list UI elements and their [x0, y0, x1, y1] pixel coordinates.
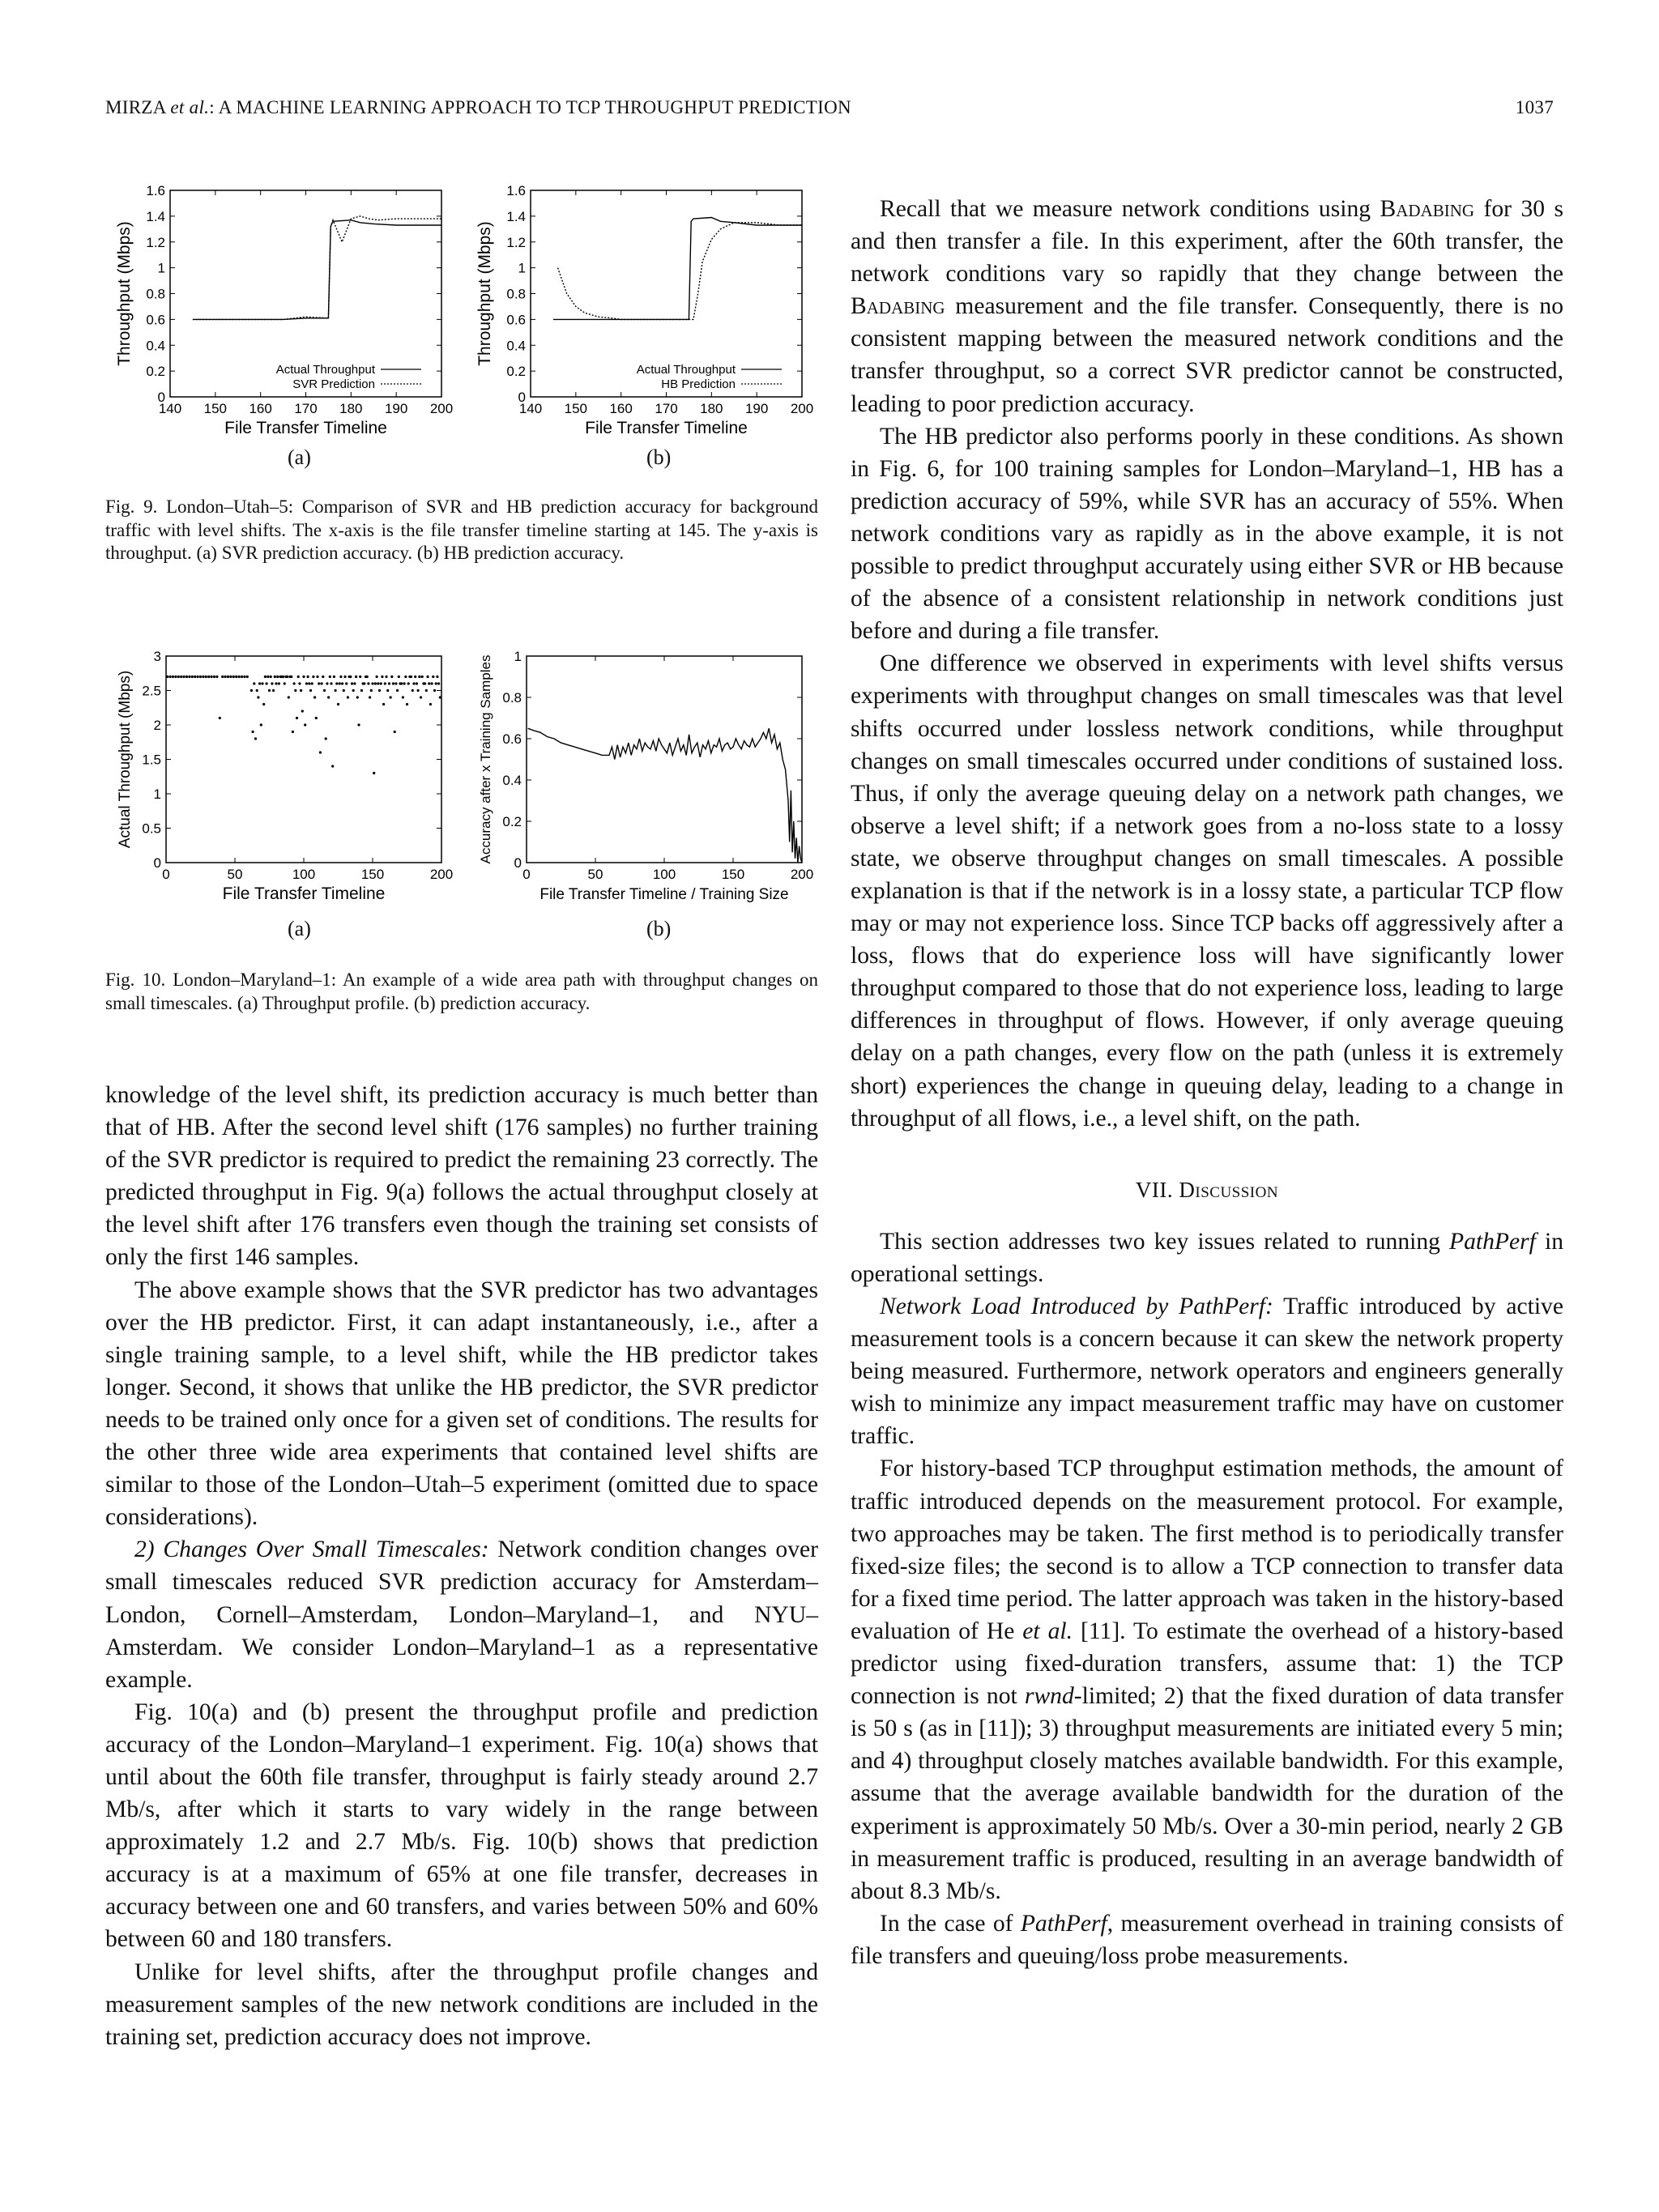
- data-point: [177, 676, 180, 678]
- x-tick-label: 100: [292, 867, 316, 882]
- right-p7-b: , measurement overhead in training consists of file transfers and queuing/loss probe measurements.: [851, 1910, 1563, 1969]
- chart-fig9b: [466, 182, 822, 450]
- data-point: [257, 696, 259, 698]
- data-point: [335, 689, 337, 692]
- data-point: [380, 682, 382, 684]
- data-point: [432, 676, 434, 678]
- data-point: [385, 676, 387, 678]
- data-point: [402, 696, 404, 698]
- data-point: [194, 676, 196, 678]
- data-point: [246, 676, 249, 678]
- figure-10: [105, 648, 818, 948]
- data-point: [331, 765, 334, 767]
- legend-entry: Actual Throughput: [275, 363, 375, 377]
- data-point: [224, 676, 227, 678]
- data-point: [384, 682, 386, 684]
- left-paragraph-5: Unlike for level shifts, after the throughput profile changes and measurement samples of the new network conditions are included in the training set, prediction accuracy does not improve.: [105, 1958, 818, 2050]
- chart-fig10b: [466, 648, 822, 923]
- series-line: [553, 218, 802, 320]
- y-axis-label: Accuracy after x Training Samples: [478, 654, 493, 864]
- running-title-authors: MIRZA: [105, 97, 171, 117]
- data-point: [359, 676, 361, 678]
- data-point: [360, 689, 363, 692]
- data-point: [321, 682, 323, 684]
- y-tick-label: 0.6: [506, 312, 526, 328]
- data-point: [337, 703, 339, 705]
- left-paragraph-3: [105, 1533, 818, 1695]
- right-paragraph-7: [851, 1907, 1563, 1972]
- y-tick-label: 0.8: [146, 286, 165, 302]
- section-heading-discussion: [851, 1174, 1563, 1206]
- plot-frame: [166, 656, 441, 863]
- pathperf-term: PathPerf: [1020, 1910, 1107, 1937]
- data-point: [339, 682, 341, 684]
- data-point: [172, 676, 174, 678]
- data-point: [186, 676, 188, 678]
- x-tick-label: 150: [564, 401, 588, 416]
- x-tick-label: 200: [790, 867, 814, 882]
- rwnd-term: rwnd: [1024, 1683, 1074, 1710]
- data-point: [390, 676, 393, 678]
- figure-9: [105, 182, 818, 474]
- data-point: [276, 676, 279, 678]
- data-point: [327, 696, 330, 698]
- x-tick-label: 0: [522, 867, 531, 882]
- left-paragraph-2: The above example shows that the SVR predictor has two advantages over the HB predictor. First, it can adapt instantaneously, i.e., after a single training sample, to a level shift, while the HB predictor takes longer. Second, it shows that unlike the HB predictor, the SVR predictor needs to be trained only once for a given set of conditions. The results for the other three wide area experiments that contained level shifts are similar to those of the London–Utah–5 experiment (omitted due to space considerations).: [105, 1276, 818, 1531]
- data-point: [229, 676, 232, 678]
- x-tick-label: 0: [162, 867, 170, 882]
- data-point: [426, 676, 429, 678]
- right-paragraph-1: [851, 193, 1563, 420]
- data-point: [388, 682, 390, 684]
- fig9-caption: Fig. 9. London–Utah–5: Comparison of SVR and HB prediction accuracy for background traffic with level shifts. The x-axis is the file transfer timeline starting at 145. The y-axis is throughput. (a) SVR prediction accuracy. (b) HB prediction accuracy.: [105, 497, 818, 563]
- data-point: [376, 676, 378, 678]
- data-point: [307, 676, 309, 678]
- et-al-term: et al.: [1022, 1617, 1073, 1644]
- badabing-term: Badabing: [1380, 196, 1475, 222]
- data-point: [406, 703, 408, 705]
- data-point: [412, 682, 415, 684]
- x-tick-label: 200: [429, 401, 454, 416]
- fig9-label-a: (a): [288, 445, 311, 469]
- legend-entry: Actual Throughput: [636, 363, 736, 377]
- data-point: [188, 676, 190, 678]
- left-paragraph-1: knowledge of the level shift, its prediction accuracy is much better than that of HB. After the second level shift (176 samples) no further training of the SVR predictor is required to predict the remaining 23 correctly. The predicted throughput in Fig. 9(a) follows the actual throughput closely at the level shift after 176 transfers even though the training set consists of only the first 146 samples.: [105, 1082, 818, 1271]
- data-point: [250, 689, 253, 692]
- data-point: [322, 676, 324, 678]
- data-point: [381, 676, 383, 678]
- right-p1-c: measurement and the file transfer. Consequently, there is no consistent mapping between the measured network conditions and the transfer throughput, so a correct SVR predictor cannot be constructed, leading to poor prediction accuracy.: [851, 293, 1563, 417]
- data-point: [241, 676, 243, 678]
- data-point: [439, 696, 441, 698]
- data-point: [292, 731, 294, 733]
- y-tick-label: 0.2: [502, 814, 522, 829]
- data-point: [403, 682, 406, 684]
- y-tick-label: 0.5: [142, 820, 161, 837]
- data-point: [339, 676, 342, 678]
- y-tick-label: 0: [153, 855, 161, 871]
- data-point: [435, 682, 437, 684]
- series-line: [528, 728, 802, 863]
- data-point: [347, 696, 349, 698]
- y-axis-label: Throughput (Mbps): [115, 221, 134, 366]
- y-tick-label: 2: [153, 718, 161, 733]
- y-tick-label: 0.6: [146, 312, 165, 328]
- fig9-label-b: (b): [646, 445, 672, 469]
- x-tick-label: 160: [249, 401, 272, 416]
- data-point: [394, 682, 397, 684]
- y-tick-label: 0.8: [502, 690, 522, 705]
- data-point: [390, 696, 392, 698]
- x-axis-label: File Transfer Timeline: [585, 419, 748, 437]
- data-point: [386, 689, 389, 692]
- legend-entry: SVR Prediction: [292, 377, 375, 391]
- data-point: [219, 717, 221, 719]
- running-title: [105, 97, 851, 118]
- data-point: [417, 689, 420, 692]
- data-point: [351, 682, 353, 684]
- x-tick-label: 190: [744, 401, 769, 416]
- chart-fig9a: [105, 182, 462, 450]
- chart-fig10a: [105, 648, 462, 923]
- data-point: [268, 689, 271, 692]
- data-point: [278, 682, 280, 684]
- data-point: [205, 676, 207, 678]
- data-point: [418, 676, 420, 678]
- right-p1-b: for 30 s and then transfer a file. In this experiment, after the 60th transfer, the network conditions vary so rapidly that they change between the: [851, 196, 1563, 288]
- data-point: [414, 676, 416, 678]
- x-tick-label: 100: [652, 867, 676, 882]
- y-tick-label: 1.6: [146, 183, 165, 198]
- right-p6-b: [11]. To estimate the overhead of a history-based predictor using fixed-duration transfers, assume that: 1) the TCP connection is not: [851, 1617, 1563, 1710]
- data-point: [421, 676, 424, 678]
- data-point: [199, 676, 202, 678]
- y-tick-label: 2.5: [142, 683, 161, 699]
- data-point: [282, 676, 284, 678]
- x-tick-label: 170: [294, 401, 318, 416]
- data-point: [404, 676, 407, 678]
- data-point: [323, 689, 326, 692]
- right-p1-a: Recall that we measure network conditions using: [880, 196, 1380, 222]
- section-title: Discussion: [1179, 1177, 1279, 1202]
- fig10-label-b: (b): [646, 917, 672, 940]
- x-tick-label: 140: [158, 401, 182, 416]
- right-p4-b: in operational settings.: [851, 1228, 1563, 1287]
- data-point: [304, 723, 306, 726]
- x-tick-label: 200: [790, 401, 814, 416]
- x-tick-label: 150: [721, 867, 745, 882]
- data-point: [174, 676, 177, 678]
- data-point: [420, 696, 422, 698]
- right-column: [851, 193, 1563, 1972]
- right-p7-a: In the case of: [880, 1910, 1021, 1937]
- data-point: [345, 682, 348, 684]
- data-point: [260, 723, 262, 726]
- data-point: [312, 676, 314, 678]
- data-point: [433, 689, 436, 692]
- y-tick-label: 3: [153, 649, 161, 664]
- data-point: [378, 689, 381, 692]
- data-point: [183, 676, 186, 678]
- fig10-label-a: (a): [288, 917, 311, 940]
- y-tick-label: 1.2: [506, 234, 526, 250]
- data-point: [302, 676, 305, 678]
- y-tick-label: 1: [153, 786, 161, 802]
- data-point: [374, 682, 377, 684]
- data-point: [424, 682, 426, 684]
- data-point: [394, 731, 396, 733]
- x-axis-label: File Transfer Timeline / Training Size: [539, 886, 789, 903]
- data-point: [191, 676, 194, 678]
- pathperf-term: PathPerf: [1449, 1228, 1536, 1255]
- data-point: [366, 676, 369, 678]
- y-tick-label: 1.5: [142, 752, 161, 768]
- data-point: [252, 731, 254, 733]
- y-tick-label: 1.6: [506, 183, 526, 198]
- data-point: [202, 676, 204, 678]
- section-number: VII.: [1135, 1177, 1179, 1202]
- data-point: [258, 682, 261, 684]
- x-tick-label: 50: [587, 867, 603, 882]
- data-point: [308, 682, 310, 684]
- x-tick-label: 50: [227, 867, 243, 882]
- data-point: [197, 676, 199, 678]
- data-point: [232, 676, 235, 678]
- data-point: [316, 676, 318, 678]
- data-point: [382, 703, 385, 705]
- y-tick-label: 1: [514, 649, 522, 664]
- page-number: 1037: [1515, 97, 1554, 117]
- data-point: [298, 682, 301, 684]
- data-point: [429, 703, 432, 705]
- x-tick-label: 180: [339, 401, 363, 416]
- right-p6-a: For history-based TCP throughput estimation methods, the amount of traffic introduced depends on the measurement protocol. For example, two approaches may be taken. The first method is to periodically transfer fixed-size files; the second is to allow a TCP connection to transfer data for a fixed time period. The latter approach was taken in the history-based evaluation of He: [851, 1455, 1563, 1644]
- data-point: [373, 772, 375, 774]
- data-point: [305, 682, 308, 684]
- subsection-heading-small-timescales: 2) Changes Over Small Timescales:: [134, 1536, 489, 1563]
- data-point: [436, 676, 438, 678]
- data-point: [326, 682, 328, 684]
- right-paragraph-2: The HB predictor also performs poorly in these conditions. As shown in Fig. 6, for 100 training samples for London–Maryland–1, HB has a prediction accuracy of 59%, while SVR has an accuracy of 55%. When network conditions vary as rapidly as in the above example, it is not possible to predict throughput accurately using either SVR or HB because of the absence of a consistent relationship in network conditions just before and during a file transfer.: [851, 423, 1563, 645]
- data-point: [296, 717, 298, 719]
- data-point: [392, 682, 394, 684]
- right-paragraph-5: [851, 1290, 1563, 1452]
- data-point: [363, 682, 365, 684]
- prediction-line: [193, 216, 441, 320]
- data-point: [370, 689, 373, 692]
- data-point: [356, 696, 359, 698]
- data-point: [290, 676, 292, 678]
- data-point: [207, 676, 210, 678]
- data-point: [275, 682, 277, 684]
- data-point: [284, 682, 286, 684]
- data-point: [377, 682, 379, 684]
- data-point: [313, 696, 316, 698]
- data-point: [264, 676, 267, 678]
- right-p5-body: Traffic introduced by active measurement tools is a concern because it can skew the network property being measured. Furthermore, network operators and engineers generally wish to minimize any impact measurement traffic may have on customer traffic.: [851, 1294, 1563, 1450]
- x-tick-label: 180: [700, 401, 723, 416]
- y-tick-label: 0.4: [146, 338, 165, 354]
- x-axis-label: File Transfer Timeline: [222, 884, 386, 903]
- data-point: [407, 682, 410, 684]
- data-point: [254, 737, 257, 739]
- y-tick-label: 0.8: [506, 286, 526, 302]
- data-point: [253, 682, 255, 684]
- y-tick-label: 1.4: [146, 208, 165, 224]
- data-point: [213, 676, 215, 678]
- data-point: [343, 689, 345, 692]
- data-point: [437, 682, 440, 684]
- data-point: [400, 682, 403, 684]
- data-point: [288, 696, 290, 698]
- data-point: [262, 703, 265, 705]
- y-tick-label: 1: [518, 260, 526, 276]
- data-point: [261, 682, 263, 684]
- y-tick-label: 1.2: [146, 234, 165, 250]
- data-point: [398, 676, 400, 678]
- data-point: [335, 682, 338, 684]
- x-tick-label: 150: [203, 401, 228, 416]
- data-point: [294, 689, 296, 692]
- y-axis-label: Actual Throughput (Mbps): [117, 670, 134, 849]
- y-tick-label: 0.2: [146, 364, 165, 380]
- data-point: [355, 676, 357, 678]
- data-point: [271, 682, 273, 684]
- data-point: [297, 676, 300, 678]
- data-point: [270, 676, 272, 678]
- data-point: [357, 723, 360, 726]
- legend-entry: HB Prediction: [661, 377, 736, 391]
- running-title-text: : A MACHINE LEARNING APPROACH TO TCP THROUGHPUT PREDICTION: [209, 97, 851, 117]
- running-header: [105, 97, 1554, 130]
- data-point: [428, 682, 430, 684]
- x-tick-label: 170: [655, 401, 678, 416]
- data-point: [410, 676, 412, 678]
- data-point: [343, 676, 346, 678]
- data-point: [412, 689, 414, 692]
- data-point: [243, 676, 245, 678]
- data-point: [369, 696, 371, 698]
- y-tick-label: 0: [514, 855, 522, 871]
- x-axis-label: File Transfer Timeline: [224, 419, 387, 437]
- data-point: [352, 689, 355, 692]
- y-tick-label: 0.2: [506, 364, 526, 380]
- data-point: [166, 676, 168, 678]
- data-point: [318, 682, 320, 684]
- x-tick-label: 150: [360, 867, 385, 882]
- x-tick-label: 160: [609, 401, 633, 416]
- plot-frame: [527, 656, 802, 863]
- data-point: [330, 682, 332, 684]
- data-point: [349, 676, 352, 678]
- y-tick-label: 0.6: [502, 731, 522, 747]
- data-point: [319, 751, 322, 753]
- y-tick-label: 1: [157, 260, 165, 276]
- data-point: [300, 689, 302, 692]
- data-point: [333, 676, 335, 678]
- data-point: [238, 676, 241, 678]
- data-point: [215, 676, 218, 678]
- right-p4-a: This section addresses two key issues related to running: [880, 1228, 1450, 1255]
- data-point: [371, 682, 373, 684]
- right-paragraph-3: One difference we observed in experiments with level shifts versus experiments with throughput changes on small timescales was that level shifts occurred under lossless network conditions, while throughput changes on small timescales occurred under conditions of sustained loss. Thus, if only the average queuing delay on a network path changes, we observe a level shift; if a network goes from a no-loss state to a lossy state, we observe throughput changes on small timescales. A possible explanation is that if the network is in a lossy state, a particular TCP flow may or may not experience loss. Since TCP backs off aggressively after a loss, flows that do experience loss will have significantly lower throughput compared to those that do not experience loss, leading to large differences in throughput of flows. However, if only average queuing delay on a path changes, every flow on the path (unless it is extremely short) experiences the change in queuing delay, leading to a change in throughput of all flows, i.e., a level shift, on the path.: [851, 650, 1563, 1132]
- data-point: [267, 676, 269, 678]
- data-point: [311, 682, 313, 684]
- data-point: [367, 682, 369, 684]
- data-point: [256, 689, 258, 692]
- data-point: [301, 710, 304, 712]
- badabing-term: Badabing: [851, 293, 945, 320]
- data-point: [286, 676, 288, 678]
- y-tick-label: 0.4: [502, 773, 522, 788]
- data-point: [227, 676, 229, 678]
- y-tick-label: 1.4: [506, 208, 526, 224]
- data-point: [211, 676, 213, 678]
- data-point: [274, 676, 276, 678]
- y-tick-label: 0: [157, 390, 165, 405]
- data-point: [169, 676, 172, 678]
- data-point: [221, 676, 224, 678]
- x-tick-label: 140: [518, 401, 543, 416]
- data-point: [272, 689, 275, 692]
- left-paragraph-4: Fig. 10(a) and (b) present the throughput profile and prediction accuracy of the London–Maryland–1 experiment. Fig. 10(a) shows that until about the 60th file transfer, throughput is fairly steady around 2.7 Mb/s, after which it starts to vary widely in the range between approximately 1.2 and 2.7 Mb/s. Fig. 10(b) shows that prediction accuracy is at a maximum of 65% at one file transfer, decreases in accuracy between one and 60 transfers, and varies between 50% and 60% between 60 and 180 transfers.: [105, 1698, 818, 1953]
- y-axis-label: Throughput (Mbps): [476, 221, 494, 366]
- fig10-caption: Fig. 10. London–Maryland–1: An example of a wide area path with throughput changes on small timescales. (a) Throughput profile. (b) prediction accuracy.: [105, 970, 818, 1013]
- data-point: [416, 682, 418, 684]
- data-point: [325, 737, 327, 739]
- running-title-etal: et al.: [170, 97, 210, 117]
- data-point: [180, 676, 182, 678]
- series-line: [193, 220, 441, 320]
- prediction-line: [558, 223, 803, 320]
- data-point: [431, 682, 433, 684]
- left-paragraph-3-body: Network condition changes over small timescales reduced SVR prediction accuracy for Amsterdam–London, Cornell–Amsterdam, London–Maryland–1, and NYU–Amsterdam. We consider London–Maryland–1 as a representative example.: [105, 1536, 819, 1693]
- right-paragraph-6: [851, 1452, 1563, 1907]
- y-tick-label: 0: [518, 390, 526, 405]
- right-paragraph-4: [851, 1225, 1563, 1290]
- data-point: [315, 717, 318, 719]
- data-point: [353, 682, 356, 684]
- data-point: [235, 676, 237, 678]
- x-tick-label: 200: [429, 867, 454, 882]
- data-point: [266, 682, 268, 684]
- right-p6-c: -limited; 2) that the fixed duration of data transfer is 50 s (as in [11]); 3) throughput measurements are initiated every 5 min; and 4) throughput closely matches available bandwidth. For this example, assume that the average available bandwidth for the duration of the experiment is approximately 50 Mb/s. Over a 30-min period, nearly 2 GB in measurement traffic is produced, resulting in an average bandwidth of about 8.3 Mb/s.: [851, 1683, 1563, 1904]
- data-point: [425, 689, 428, 692]
- data-point: [396, 689, 399, 692]
- y-tick-label: 0.4: [506, 338, 526, 354]
- subsection-heading-network-load: Network Load Introduced by PathPerf:: [880, 1294, 1273, 1319]
- data-point: [293, 682, 296, 684]
- x-tick-label: 190: [384, 401, 408, 416]
- data-point: [329, 676, 331, 678]
- left-column: [105, 1079, 818, 2053]
- data-point: [309, 689, 312, 692]
- data-point: [341, 682, 343, 684]
